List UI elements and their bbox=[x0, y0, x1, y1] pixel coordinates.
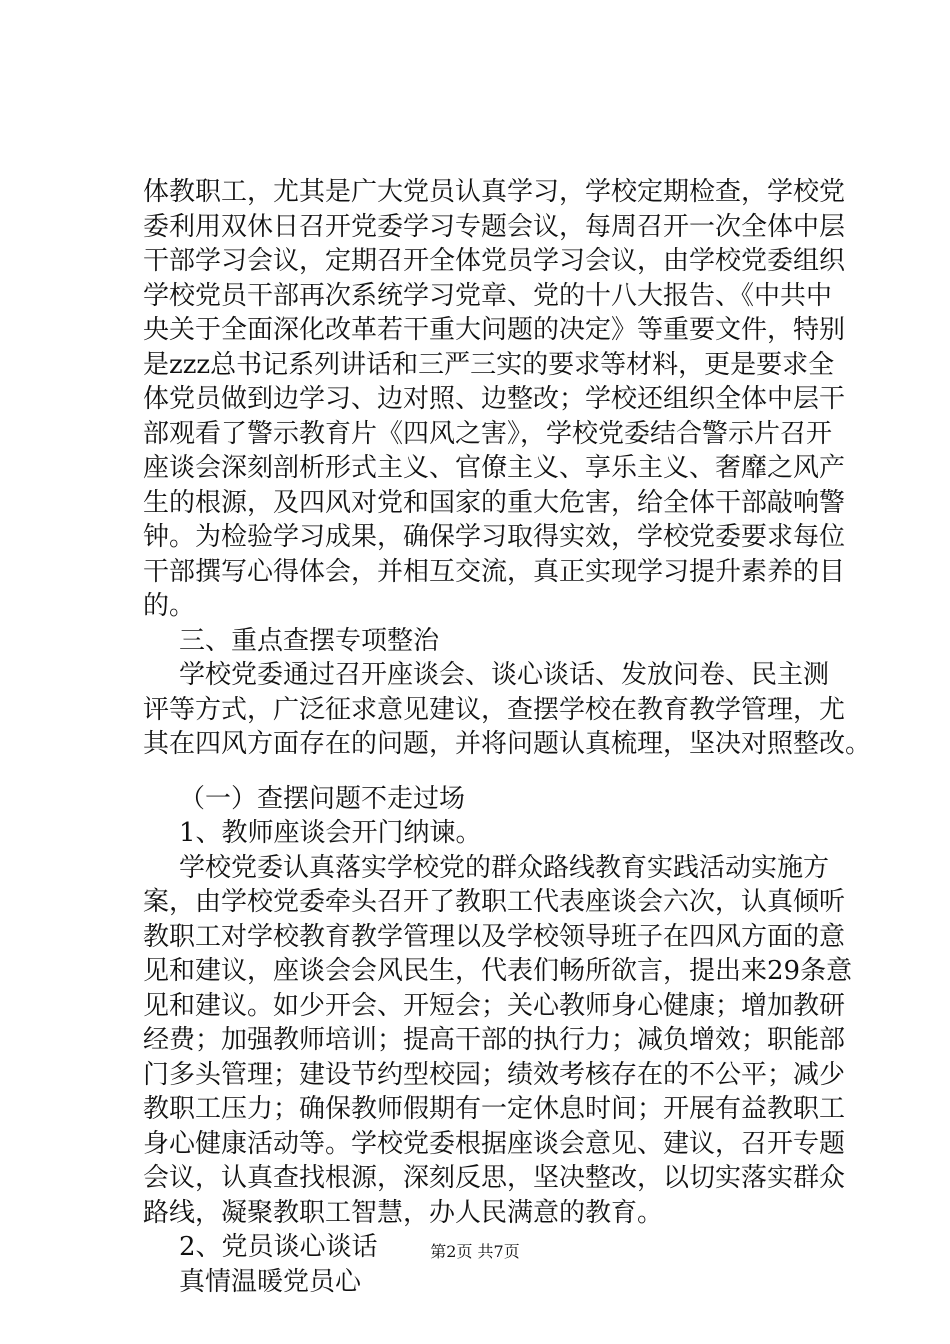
text-line: 路线，凝聚教职工智慧，办人民满意的教育。 bbox=[143, 1197, 664, 1228]
section-heading: 三、重点查摆专项整治 bbox=[179, 625, 440, 656]
item-heading: 2、党员谈心谈话 bbox=[179, 1232, 378, 1262]
text-line: 体教职工，尤其是广大党员认真学习，学校定期检查，学校党 bbox=[143, 177, 846, 207]
text-line: 生的根源，及四风对党和国家的重大危害，给全体干部敲响警 bbox=[143, 487, 846, 518]
text-line: 钟。为检验学习成果，确保学习取得实效，学校党委要求每位 bbox=[143, 522, 846, 552]
paragraph-gap bbox=[143, 762, 823, 782]
subsection-heading: （一）查摆问题不走过场 bbox=[179, 783, 466, 814]
text-line: 教职工压力；确保教师假期有一定休息时间；开展有益教职工 bbox=[143, 1094, 846, 1124]
text-line: 座谈会深刻剖析形式主义、官僚主义、享乐主义、奢靡之风产 bbox=[143, 453, 846, 483]
body-text bbox=[143, 175, 872, 1299]
text-line: 教职工对学校教育教学管理以及学校领导班子在四风方面的意 bbox=[143, 921, 846, 952]
text-line: 干部学习会议，定期召开全体党员学习会议，由学校党委组织 bbox=[143, 246, 846, 276]
text-line: 其在四风方面存在的问题，并将问题认真梳理，坚决对照整改。 bbox=[143, 729, 872, 759]
text-line: 部观看了警示教育片《四风之害》，学校党委结合警示片召开 bbox=[143, 418, 833, 449]
text-line: 真情温暖党员心 bbox=[179, 1266, 362, 1297]
text-line: 见和建议。如少开会、开短会；关心教师身心健康；增加教研 bbox=[143, 990, 846, 1021]
text-line: 的。 bbox=[143, 591, 196, 621]
page-footer: 第2页 共7页 bbox=[430, 1242, 520, 1261]
text-line: 门多头管理；建设节约型校园；绩效考核存在的不公平；减少 bbox=[143, 1059, 846, 1090]
text-line: 学校党委通过召开座谈会、谈心谈话、发放问卷、民主测 bbox=[179, 660, 830, 690]
text-line: 评等方式，广泛征求意见建议，查摆学校在教育教学管理，尤 bbox=[143, 694, 846, 725]
text-line: 学校党委认真落实学校党的群众路线教育实践活动实施方 bbox=[179, 852, 830, 883]
text-line: 体党员做到边学习、边对照、边整改；学校还组织全体中层干 bbox=[143, 384, 846, 414]
text-line: 委利用双休日召开党委学习专题会议，每周召开一次全体中层 bbox=[143, 211, 846, 242]
text-line: 案，由学校党委牵头召开了教职工代表座谈会六次，认真倾听 bbox=[143, 887, 846, 917]
text-line: 是zzz总书记系列讲话和三严三实的要求等材料，更是要求全 bbox=[143, 349, 835, 380]
text-line: 学校党员干部再次系统学习党章、党的十八大报告、《中共中 bbox=[143, 280, 833, 311]
text-line: 央关于全面深化改革若干重大问题的决定》等重要文件，特别 bbox=[143, 315, 846, 345]
text-line: 身心健康活动等。学校党委根据座谈会意见、建议，召开专题 bbox=[143, 1128, 846, 1159]
text-line: 会议，认真查找根源，深刻反思，坚决整改，以切实落实群众 bbox=[143, 1163, 846, 1193]
item-heading: 1、教师座谈会开门纳谏。 bbox=[179, 818, 482, 848]
text-line: 干部撰写心得体会，并相互交流，真正实现学习提升素养的目 bbox=[143, 556, 846, 587]
text-line: 经费；加强教师培训；提高干部的执行力；减负增效；职能部 bbox=[143, 1025, 846, 1055]
text-line: 见和建议，座谈会会风民生，代表们畅所欲言，提出来29条意 bbox=[143, 956, 853, 986]
